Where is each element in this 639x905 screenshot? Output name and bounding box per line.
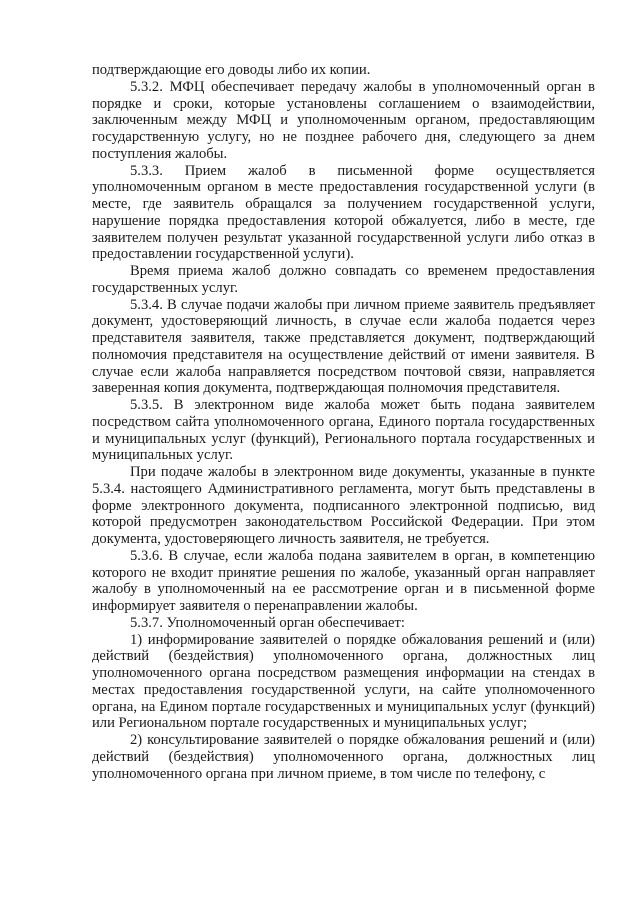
paragraph-5-3-4: 5.3.4. В случае подачи жалобы при личном приеме заявитель предъявляет документ, удостоверяющий личность, в случае если жалоба подается через представителя заявителя, также представляется документ, подтверждающий полномочия представителя на осуществление действий от имени заявителя. В случае если жалоба направляется посредством почтовой связи, направляется заверенная копия документа, подтверждающая полномочия представителя. [92, 296, 595, 397]
paragraph-5-3-5: 5.3.5. В электронном виде жалоба может быть подана заявителем посредством сайта уполномоченного органа, Единого портала государственных и муниципальных услуг (функций), Регионального портала государственных и муниципальных услуг. [92, 397, 595, 464]
paragraph-continuation: подтверждающие его доводы либо их копии. [92, 62, 371, 78]
paragraph-5-3-3: 5.3.3. Прием жалоб в письменной форме осуществляется уполномоченным органом в месте предоставления государственной услуги (в месте, где заявитель обращался за получением государственной услуги, нарушение порядка предоставления которой обжалуется, либо в месте, где заявителем получен результат указанной государственной услуги либо отказ в предоставлении государственной услуги). [92, 162, 595, 263]
list-item-1: 1) информирование заявителей о порядке обжалования решений и (или) действий (бездействия) уполномоченного органа, должностных лиц уполномоченного органа посредством размещения информации на стендах в местах предоставления государственной услуги, на сайте уполномоченного органа, на Едином портале государственных и муниципальных услуг (функций) или Региональном портале государственных и муниципальных услуг; [92, 631, 595, 732]
paragraph-5-3-2: 5.3.2. МФЦ обеспечивает передачу жалобы в уполномоченный орган в порядке и сроки, которые установлены соглашением о взаимодействии, заключенным между МФЦ и уполномоченным органом, предоставляющим государственную услугу, но не позднее рабочего дня, следующего за днем поступления жалобы. [92, 78, 595, 162]
paragraph-5-3-6: 5.3.6. В случае, если жалоба подана заявителем в орган, в компетенцию которого не входит принятие решения по жалобе, указанный орган направляет жалобу в уполномоченный на ее рассмотрение орган и в письменной форме информирует заявителя о перенаправлении жалобы. [92, 547, 595, 614]
paragraph-5-3-7: 5.3.7. Уполномоченный орган обеспечивает: [130, 614, 405, 631]
paragraph-electronic-documents: При подаче жалобы в электронном виде документы, указанные в пункте 5.3.4. настоящего Административного регламента, могут быть представлены в форме электронного документа, подписанного электронной подписью, вид которой предусмотрен законодательством Российской Федерации. При этом документа, удостоверяющего личность заявителя, не требуется. [92, 464, 595, 547]
list-item-2: 2) консультирование заявителей о порядке обжалования решений и (или) действий (бездействия) уполномоченного органа, должностных лиц уполномоченного органа при личном приеме, в том числе по телефону, с [92, 732, 595, 782]
document-page [92, 62, 595, 782]
paragraph-reception-time: Время приема жалоб должно совпадать со временем предоставления государственных услуг. [92, 263, 595, 296]
